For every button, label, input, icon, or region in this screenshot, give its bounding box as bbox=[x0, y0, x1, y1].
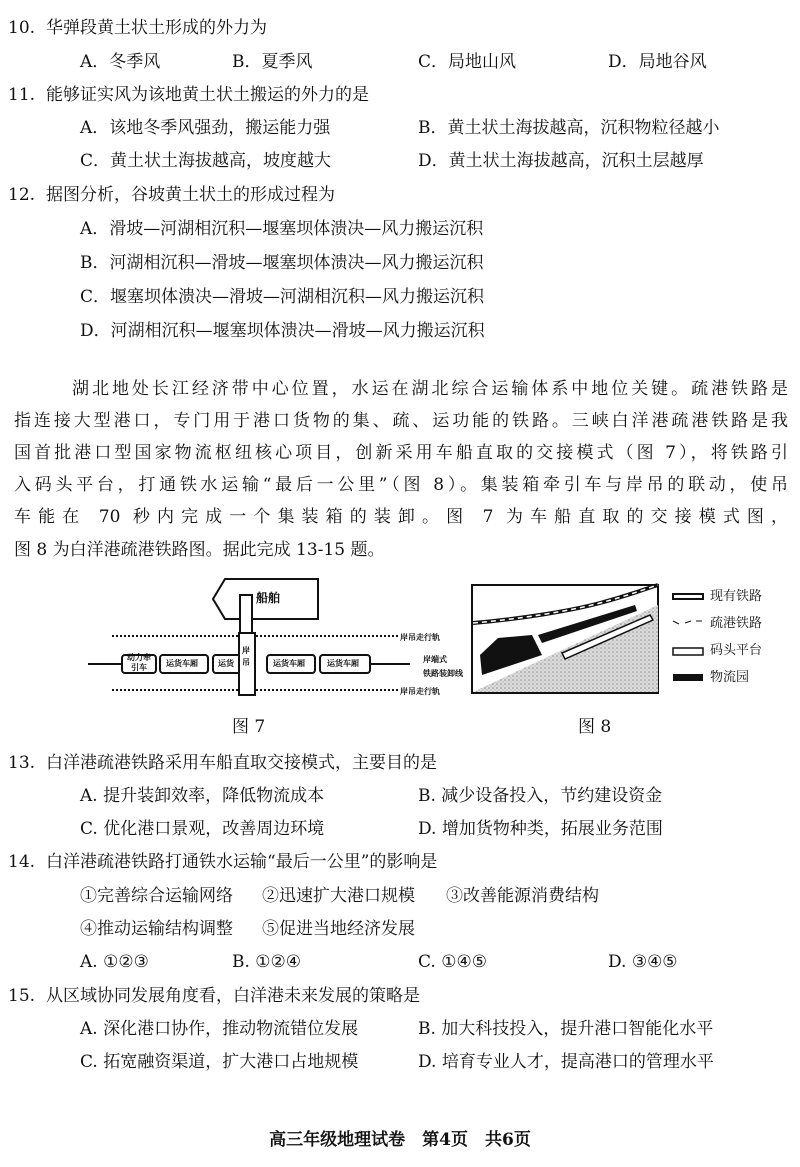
q13-option-d: D. 增加货物种类，拓展业务范围 bbox=[418, 819, 663, 839]
q11-number: 11. bbox=[8, 85, 36, 105]
q10-option-a: A．冬季风 bbox=[80, 52, 161, 72]
q11-option-c: C．黄土状土海拔越高，坡度越大 bbox=[80, 151, 332, 171]
car-locomotive: 动力牵引车 bbox=[127, 653, 151, 672]
q14-option-d: D. ③④⑤ bbox=[608, 952, 678, 972]
q14-number: 14. bbox=[8, 852, 36, 872]
car-freight: 运货车厢 bbox=[327, 659, 359, 668]
figure-7-diagram bbox=[80, 575, 463, 705]
q12-option-c: C．堰塞坝体溃决—滑坡—河湖相沉积—风力搬运沉积 bbox=[80, 287, 485, 307]
figure-8-caption: 图 8 bbox=[578, 717, 612, 737]
q13-option-c: C. 优化港口景观，改善周边环境 bbox=[80, 819, 325, 839]
legend-logistics-park: 物流园 bbox=[710, 670, 750, 685]
figure-7-caption: 图 7 bbox=[232, 717, 266, 737]
q14-stem: 白洋港疏港铁路打通铁水运输“最后一公里”的影响是 bbox=[46, 852, 438, 872]
q15-option-d: D. 培育专业人才，提高港口的管理水平 bbox=[418, 1052, 714, 1072]
q15-option-c: C. 拓宽融资渠道，扩大港口占地规模 bbox=[80, 1052, 359, 1072]
page-footer: 高三年级地理试卷 第4页 共6页 bbox=[269, 1130, 531, 1150]
q11-stem: 能够证实风为该地黄土状土搬运的外力的是 bbox=[46, 85, 369, 105]
car-freight: 运货车厢 bbox=[273, 659, 305, 668]
car-freight: 运货车厢 bbox=[166, 659, 198, 668]
q12-option-d: D．河湖相沉积—堰塞坝体溃决—滑坡—风力搬运沉积 bbox=[80, 321, 485, 341]
q14-item-2: ②迅速扩大港口规模 bbox=[262, 886, 415, 906]
q14-option-b: B. ①②④ bbox=[232, 952, 302, 972]
q13-number: 13. bbox=[8, 753, 36, 773]
q10-option-d: D．局地谷风 bbox=[608, 52, 707, 72]
ship-label: 船舶 bbox=[256, 591, 281, 605]
q14-item-4: ④推动运输结构调整 bbox=[80, 919, 233, 939]
crane-label: 岸吊 bbox=[242, 646, 250, 667]
q11-option-d: D．黄土状土海拔越高，沉积土层越厚 bbox=[418, 151, 704, 171]
legend-wharf-platform: 码头平台 bbox=[710, 643, 763, 658]
q15-number: 15. bbox=[8, 986, 36, 1006]
q10-stem: 华弹段黄土状土形成的外力为 bbox=[46, 18, 267, 38]
passage-line: 入码头平台，打通铁水运输“最后一公里”（图 8）。集装箱牵引车与岸吊的联动，使吊 bbox=[14, 475, 788, 495]
line-label-2: 铁路装卸线 bbox=[423, 669, 463, 678]
q15-option-b: B. 加大科技投入，提升港口智能化水平 bbox=[418, 1019, 714, 1039]
q12-option-b: B．河湖相沉积—滑坡—堰塞坝体溃决—风力搬运沉积 bbox=[80, 253, 484, 273]
q13-stem: 白洋港疏港铁路采用车船直取交接模式，主要目的是 bbox=[46, 753, 437, 773]
q10-number: 10. bbox=[8, 18, 36, 38]
q15-stem: 从区域协同发展角度看，白洋港未来发展的策略是 bbox=[46, 986, 420, 1006]
q14-item-3: ③改善能源消费结构 bbox=[446, 886, 599, 906]
car-freight-partial: 运货 bbox=[218, 659, 234, 668]
q12-number: 12. bbox=[8, 185, 36, 205]
rail-bottom-label: 岸吊走行轨 bbox=[400, 687, 440, 696]
q14-option-c: C. ①④⑤ bbox=[418, 952, 487, 972]
passage-line: 指连接大型港口，专门用于港口货物的集、疏、运功能的铁路。三峡白洋港疏港铁路是我 bbox=[14, 411, 788, 431]
rail-top-label: 岸吊走行轨 bbox=[400, 633, 440, 642]
passage-line: 湖北地处长江经济带中心位置，水运在湖北综合运输体系中地位关键。疏港铁路是 bbox=[72, 379, 788, 399]
q14-item-5: ⑤促进当地经济发展 bbox=[262, 919, 415, 939]
q11-option-b: B．黄土状土海拔越高，沉积物粒径越小 bbox=[418, 118, 720, 138]
q10-option-b: B．夏季风 bbox=[232, 52, 313, 72]
line-label-1: 岸端式 bbox=[423, 655, 447, 664]
q13-option-a: A. 提升装卸效率，降低物流成本 bbox=[80, 786, 325, 806]
q10-option-c: C．局地山风 bbox=[418, 52, 517, 72]
legend-port-railway: 疏港铁路 bbox=[710, 616, 763, 631]
q12-stem: 据图分析，谷坡黄土状土的形成过程为 bbox=[46, 185, 335, 205]
figure-8-map bbox=[460, 575, 790, 705]
q15-option-a: A. 深化港口协作，推动物流错位发展 bbox=[80, 1019, 359, 1039]
q13-option-b: B. 减少设备投入，节约建设资金 bbox=[418, 786, 663, 806]
passage-line: 图 8 为白洋港疏港铁路图。据此完成 13-15 题。 bbox=[14, 540, 385, 560]
legend-existing-railway: 现有铁路 bbox=[710, 589, 763, 604]
passage-line: 车能在 70 秒内完成一个集装箱的装卸。图 7 为车船直取的交接模式图， bbox=[14, 507, 788, 527]
passage-line: 国首批港口型国家物流枢纽核心项目，创新采用车船直取的交接模式（图 7），将铁路引 bbox=[14, 443, 788, 463]
q12-option-a: A．滑坡—河湖相沉积—堰塞坝体溃决—风力搬运沉积 bbox=[80, 219, 484, 239]
q14-option-a: A. ①②③ bbox=[80, 952, 149, 972]
q14-item-1: ①完善综合运输网络 bbox=[80, 886, 233, 906]
q11-option-a: A．该地冬季风强劲，搬运能力强 bbox=[80, 118, 331, 138]
